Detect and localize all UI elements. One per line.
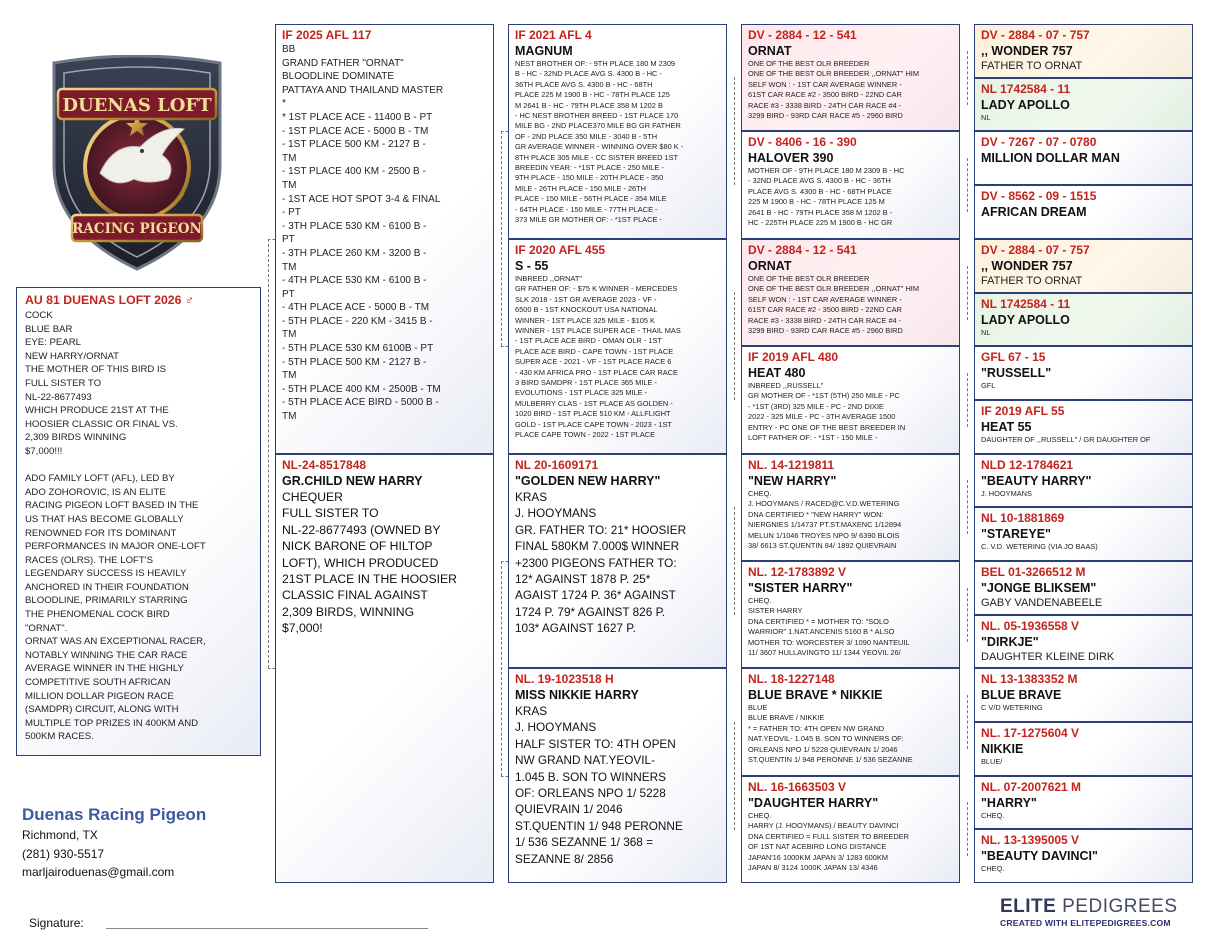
gen4-id: NL. 07-2007621 M [981, 780, 1082, 794]
gen3-id: DV - 2884 - 12 - 541 [748, 243, 857, 257]
connector-gen3 [967, 695, 968, 749]
subject-ring-number: AU 81 DUENAS LOFT 2026 [25, 293, 182, 307]
connector-gen3 [967, 588, 968, 642]
gen2-name: S - 55 [515, 259, 549, 273]
gen4-id: IF 2019 AFL 55 [981, 404, 1065, 418]
gen2-id: IF 2021 AFL 4 [515, 28, 592, 42]
gen3-description: CHEQ. SISTER HARRY DNA CERTIFIED * = MOTHER TO: "SOLO WARRIOR" 1.NAT.ANCENIS 5160 B * ALSO MOTHER TO: WORCESTER 3/ 1090 NANTEUIL 11/ 3607 HULLAVINGTO 11/ 1344 YEOVIL 26/ [748, 596, 910, 658]
gen3-description: MOTHER OF - 9TH PLACE 180 M 2309 B - HC - 32ND PLACE AVG S. 4300 B - HC - 36TH PLACE AVG S. 4300 B - HC - 68TH PLACE 225 M 1900 B - HC - 78TH PLACE 125 M 2641 B - HC - 79TH PLACE 358 M 1202 B - HC - 225TH PLACE 225 M 1900 B - HC GR [748, 166, 905, 228]
gen4-card-4 [974, 185, 1193, 239]
breeder-contact [22, 804, 262, 882]
gen4-id: NLD 12-1784621 [981, 458, 1074, 472]
gen4-name: "DIRKJE" [981, 635, 1039, 649]
connector-subject [268, 239, 269, 668]
gen4-card-12 [974, 615, 1193, 668]
dam-description: CHEQUER FULL SISTER TO NL-22-8677493 (OWNED BY NICK BARONE OF HILTOP LOFT), WHICH PRODUCED 21ST PLACE IN THE HOOSIER CLASSIC FINAL AGAINST 2,309 BIRDS, WINNING $7,000! [282, 490, 457, 636]
gen4-card-2 [974, 78, 1193, 131]
gen2-id: IF 2020 AFL 455 [515, 243, 606, 257]
gen3-description: ONE OF THE BEST OLR BREEDER ONE OF THE BEST OLR BREEDER ,,ORNAT" HIM SELF WON : - 1ST CAR AVERAGE WINNER - 61ST CAR RACE #2 - 3500 BIRD - 22ND CAR RACE #3 - 3338 BIRD - 24TH CAR RACE #4 - 3299 BIRD - 93RD CAR RACE #5 - 2960 BIRD [748, 59, 919, 121]
gen2-description: INBREED ,,ORNAT" GR FATHER OF: - $75 K WINNER - MERCEDES SLK 2018 - 1ST GR AVERAGE 2023 - VF - 6500 B - 1ST KNOCKOUT USA NATIONAL WINNER - 1ST PLACE 325 MILE - $105 K WINNER - 1ST PLACE SUPER ACE - THAIL MAS - 1ST PLACE ACE BIRD - OMAN OLR - 1ST PLACE ACE BIRD - CAPE TOWN - 1ST PLACE SUPER ACE - 2021 - VF - 1ST PLACE RACE 6 - 430 KM AFRICA PRO - 1ST PLACE CAR RACE 3 BIRD SAMDPR - 1ST PLACE 365 MILE - EVOLUTIONS - 1ST PLACE 325 MILE - MULBERRY CLAS - 1ST PLACE AS GOLDEN - 1020 BIRD - 1ST PLACE 510 KM - ALLFLIGHT GOLD - 1ST PLACE CAPE TOWN - 2023 - 1ST PLACE CAPE TOWN - 2022 - 1ST PLACE [515, 274, 681, 440]
gen3-description: INBREED ,,RUSSELL" GR MOTHER OF - *1ST (5TH) 250 MILE - PC - *1ST (3RD) 325 MILE - PC - 2ND DIXIE 2022 - 325 MILE - PC - 3TH AVERAGE 1500 ENTRY - PC ONE OF THE BEST BREEDER IN LOFT FATHER OF: - *1ST - 150 MILE - [748, 381, 906, 443]
gen4-note: DAUGHTER KLEINE DIRK [981, 651, 1115, 663]
gen4-card-10 [974, 507, 1193, 561]
connector-gen3 [967, 158, 968, 212]
connector-gen3 [967, 51, 968, 105]
gen3-id: NL. 14-1219811 [748, 458, 835, 472]
gen2-description: KRAS J. HOOYMANS GR. FATHER TO: 21* HOOSIER FINAL 580KM 7.000$ WINNER +2300 PIGEONS FATHER TO: 12* AGAINST 1878 P. 25* AGAIST 1724 P. 36* AGAINST 1724 P. 79* AGAINST 826 P. 103* AGAINST 1627 P. [515, 490, 687, 636]
gen4-id: DV - 8562 - 09 - 1515 [981, 189, 1097, 203]
gen4-note: NL [981, 328, 991, 337]
elite-pedigrees-brand [1000, 896, 1200, 928]
gen4-card-1 [974, 24, 1193, 78]
gen4-card-16 [974, 829, 1193, 883]
gen4-card-6 [974, 293, 1193, 346]
gen4-id: GFL 67 - 15 [981, 350, 1046, 364]
gen4-card-14 [974, 722, 1193, 776]
gen3-name: BLUE BRAVE * NIKKIE [748, 688, 883, 702]
gen3-card-4 [741, 346, 960, 454]
gen4-card-15 [974, 776, 1193, 829]
gen2-description: KRAS J. HOOYMANS HALF SISTER TO: 4TH OPEN NW GRAND NAT.YEOVIL- 1.045 B. SON TO WINNERS OF: ORLEANS NPO 1/ 5228 QUIEVRAIN 1/ 2046 ST.QUENTIN 1/ 948 PERONNE 1/ 536 SEZANNE 1/ 368 = SEZANNE 8/ 2856 [515, 704, 683, 866]
gen4-name: MILLION DOLLAR MAN [981, 151, 1120, 165]
gen3-card-5 [741, 454, 960, 561]
signature-line [106, 928, 428, 929]
connector-tick [501, 776, 508, 777]
gen4-note: C V/D WETERING [981, 703, 1043, 712]
gen4-id: NL. 05-1936558 V [981, 619, 1080, 633]
gen3-id: DV - 2884 - 12 - 541 [748, 28, 857, 42]
gen4-name: "STAREYE" [981, 527, 1051, 541]
gen4-card-5 [974, 239, 1193, 293]
gen3-card-7 [741, 668, 960, 776]
gen4-name: LADY APOLLO [981, 98, 1070, 112]
connector-tick [501, 346, 508, 347]
gen3-id: IF 2019 AFL 480 [748, 350, 839, 364]
subject-description: COCK BLUE BAR EYE: PEARL NEW HARRY/ORNAT THE MOTHER OF THIS BIRD IS FULL SISTER TO NL-22-8677493 WHICH PRODUCE 21ST AT THE HOOSIER CLASSIC OR FINAL VS. 2,309 BIRDS WINNING $7,000!!! ADO FAMILY LOFT (AFL), LED BY ADO ZOHOROVIC, IS AN ELITE RACING PIGEON LOFT BASED IN THE US THAT HAS BECOME GLOBALLY RENOWNED FOR ITS DOMINANT PERFORMANCES IN MAJOR ONE-LOFT RACES (OLRS). THE LOFT'S LEGENDARY SUCCESS IS HEAVILY ANCHORED IN THEIR FOUNDATION BLOODLINE, PRIMARILY STARRING THE PHENOMENAL COCK BIRD "ORNAT". ORNAT WAS AN EXCEPTIONAL RACER, NOTABLY WINNING THE CAR RACE AVERAGE WINNER IN THE HIGHLY COMPETITIVE SOUTH AFRICAN MILLION DOLLAR PIGEON RACE (SAMDPR) CIRCUIT, ALONG WITH MULTIPLE TOP PRIZES IN 400KM AND 500KM RACES. [25, 310, 206, 743]
dam-card [275, 454, 494, 883]
gen2-id: NL. 19-1023518 H [515, 672, 614, 686]
connector-gen3 [967, 266, 968, 320]
subject-card [16, 287, 261, 756]
gen4-card-9 [974, 454, 1193, 507]
gen4-id: NL 1742584 - 11 [981, 82, 1071, 96]
male-symbol-icon: ♂ [184, 293, 195, 307]
gen2-card-4 [508, 668, 727, 883]
gen4-card-3 [974, 131, 1193, 185]
gen4-name: "BEAUTY HARRY" [981, 474, 1092, 488]
gen4-id: NL. 17-1275604 V [981, 726, 1080, 740]
gen2-id: NL 20-1609171 [515, 458, 599, 472]
gen4-name: ,, WONDER 757 [981, 44, 1073, 58]
gen4-note: FATHER TO ORNAT [981, 275, 1083, 287]
signature-label: Signature: [29, 916, 84, 930]
loft-logo [44, 55, 230, 273]
brand-word-pedigrees: PEDIGREES [1062, 896, 1178, 917]
sire-description: BB GRAND FATHER "ORNAT" BLOODLINE DOMINATE PATTAYA AND THAILAND MASTER * * 1ST PLACE ACE - 11400 B - PT - 1ST PLACE ACE - 5000 B - TM - 1ST PLACE 500 KM - 2127 B - TM - 1ST PLACE 400 KM - 2500 B - TM - 1ST ACE HOT SPOT 3-4 & FINAL - PT - 3TH PLACE 530 KM - 6100 B - PT - 3TH PLACE 260 KM - 3200 B - TM - 4TH PLACE 530 KM - 6100 B - PT - 4TH PLACE ACE - 5000 B - TM - 5TH PLACE - 220 KM - 3415 B - TM - 5TH PLACE 530 KM 6100B - PT - 5TH PLACE 500 KM - 2127 B - TM - 5TH PLACE 400 KM - 2500B - TM - 5TH PLACE ACE BIRD - 5000 B - TM [282, 44, 444, 423]
gen4-note: J. HOOYMANS [981, 489, 1032, 498]
gen3-id: NL. 16-1663503 V [748, 780, 847, 794]
gen4-note: DAUGHTER OF ,,RUSSELL" / GR DAUGHTER OF [981, 435, 1151, 444]
gen3-name: "NEW HARRY" [748, 474, 837, 488]
connector-tick [268, 239, 275, 240]
gen4-id: DV - 2884 - 07 - 757 [981, 28, 1090, 42]
gen4-note: CHEQ. [981, 864, 1005, 873]
gen3-name: "SISTER HARRY" [748, 581, 853, 595]
gen4-name: BLUE BRAVE [981, 688, 1062, 702]
connector-dam [501, 561, 502, 776]
dam-name: GR.CHILD NEW HARRY [282, 474, 423, 488]
breeder-city: Richmond, TX [22, 828, 98, 842]
gen3-description: BLUE BLUE BRAVE / NIKKIE * = FATHER TO: 4TH OPEN NW GRAND NAT.YEOVIL- 1.045 B. SON TO WINNERS OF: ORLEANS NPO 1/ 5228 QUIEVRAIN 1/ 2046 ST.QUENTIN 1/ 948 PERONNE 1/ 536 SEZANNE [748, 703, 913, 765]
gen4-note: CHEQ. [981, 811, 1005, 820]
gen4-note: NL [981, 113, 991, 122]
connector-gen2 [734, 292, 735, 400]
subject-id [25, 292, 252, 309]
gen2-card-3 [508, 454, 727, 668]
gen4-card-8 [974, 400, 1193, 454]
connector-gen3 [967, 802, 968, 856]
gen2-card-2 [508, 239, 727, 454]
gen3-id: DV - 8406 - 16 - 390 [748, 135, 857, 149]
gen3-card-3 [741, 239, 960, 346]
connector-gen3 [967, 480, 968, 534]
gen3-name: ORNAT [748, 259, 792, 273]
gen4-name: AFRICAN DREAM [981, 205, 1087, 219]
gen3-description: ONE OF THE BEST OLR BREEDER ONE OF THE BEST OLR BREEDER ,,ORNAT" HIM SELF WON : - 1ST CAR AVERAGE WINNER - 61ST CAR RACE #2 - 3500 BIRD - 22ND CAR RACE #3 - 3338 BIRD - 24TH CAR RACE #4 - 3299 BIRD - 93RD CAR RACE #5 - 2960 BIRD [748, 274, 919, 336]
gen4-name: ,, WONDER 757 [981, 259, 1073, 273]
connector-sire [501, 131, 502, 346]
breeder-name: Duenas Racing Pigeon [22, 805, 207, 824]
gen4-id: DV - 2884 - 07 - 757 [981, 243, 1090, 257]
gen4-name: "HARRY" [981, 796, 1037, 810]
brand-word-elite: ELITE [1000, 896, 1057, 917]
gen3-name: HEAT 480 [748, 366, 806, 380]
gen4-card-11 [974, 561, 1193, 615]
gen4-id: DV - 7267 - 07 - 0780 [981, 135, 1097, 149]
gen3-description: CHEQ. J. HOOYMANS / RACED@C.V.D.WETERING DNA CERTIFIED * "NEW HARRY" WON: NIERGNIES 1/14737 PT.ST.MAXENC 1/12894 MELUN 1/1046 TROYES NPO 9/ 6390 BLOIS 38/ 6613 ST.QUENTIN 84/ 1892 QUIEVRAIN [748, 489, 902, 551]
logo-bottom-text: RACING PIGEON [72, 221, 202, 237]
gen4-note: GABY VANDENABEELE [981, 597, 1103, 609]
gen3-name: ORNAT [748, 44, 792, 58]
breeder-email: marljairoduenas@gmail.com [22, 865, 175, 879]
gen4-name: "JONGE BLIKSEM" [981, 581, 1097, 595]
dam-id: NL-24-8517848 [282, 458, 367, 472]
gen2-name: MISS NIKKIE HARRY [515, 688, 639, 702]
gen4-name: NIKKIE [981, 742, 1024, 756]
gen4-id: NL. 13-1395005 V [981, 833, 1080, 847]
gen4-name: LADY APOLLO [981, 313, 1070, 327]
gen4-id: NL 13-1383352 M [981, 672, 1078, 686]
gen4-card-13 [974, 668, 1193, 722]
gen4-note: GFL [981, 381, 996, 390]
gen3-card-2 [741, 131, 960, 239]
breeder-phone: (281) 930-5517 [22, 846, 105, 861]
sire-card [275, 24, 494, 454]
gen3-card-1 [741, 24, 960, 131]
gen4-id: NL 10-1881869 [981, 511, 1065, 525]
connector-tick [501, 561, 508, 562]
gen4-id: BEL 01-3266512 M [981, 565, 1086, 579]
connector-gen3 [967, 373, 968, 427]
gen4-name: "BEAUTY DAVINCI" [981, 849, 1098, 863]
brand-logo-text [1000, 896, 1200, 918]
gen4-name: HEAT 55 [981, 420, 1032, 434]
gen4-note: C. V.D. WETERING (VIA JO BAAS) [981, 542, 1098, 551]
connector-gen2 [734, 77, 735, 185]
connector-gen2 [734, 507, 735, 615]
shield-logo-icon [44, 55, 230, 273]
gen4-id: NL 1742584 - 11 [981, 297, 1071, 311]
connector-tick [268, 668, 275, 669]
gen3-card-6 [741, 561, 960, 668]
gen3-description: CHEQ. HARRY (J. HOOYMANS) / BEAUTY DAVINCI DNA CERTIFIED = FULL SISTER TO BREEDER OF 1ST NAT ACEBIRD LONG DISTANCE JAPAN'16 1000KM JAPAN 3/ 1283 600KM JAPAN 8/ 3124 1000K JAPAN 13/ 4346 [748, 811, 909, 873]
gen4-name: "RUSSELL" [981, 366, 1052, 380]
gen4-note: BLUE/ [981, 757, 1003, 766]
gen4-note: FATHER TO ORNAT [981, 60, 1083, 72]
gen3-card-8 [741, 776, 960, 883]
gen2-card-1 [508, 24, 727, 239]
gen2-description: NEST BROTHER OF: - 9TH PLACE 180 M 2309 B - HC - 32ND PLACE AVG S. 4300 B - HC - 36TH PLACE AVG S. 4300 B - HC - 68TH PLACE 225 M 1900 B - HC - 78TH PLACE 125 M 2641 B - HC - 79TH PLACE 358 M 1202 B - HC NEST BROTHER BREED - 1ST PLACE 170 MILE BG - 2ND PLACE370 MILE BG GR FATHER OF - 2ND PLACE 350 MILE - 3040 B - 5TH GR AVERAGE WINNER - WINNING OVER $80 K - 8TH PLACE 305 MILE - CC SISTER BREED 1ST BREEDIN YEAR: - *1ST PLACE - 250 MILE - 9TH PLACE - 150 MILE - 20TH PLACE - 350 MILE - 26TH PLACE - 150 MILE - 26TH PLACE - 150 MILE - 56TH PLACE - 354 MILE - 64TH PLACE - 150 MILE - 77TH PLACE - 373 MILE GR MOTHER OF: - *1ST PLACE - [515, 59, 684, 225]
gen3-id: NL. 12-1783892 V [748, 565, 847, 579]
gen2-name: "GOLDEN NEW HARRY" [515, 474, 661, 488]
connector-tick [501, 131, 508, 132]
sire-id: IF 2025 AFL 117 [282, 28, 372, 42]
gen2-name: MAGNUM [515, 44, 573, 58]
connector-gen2 [734, 722, 735, 830]
gen3-id: NL. 18-1227148 [748, 672, 835, 686]
gen3-name: HALOVER 390 [748, 151, 834, 165]
gen3-name: "DAUGHTER HARRY" [748, 796, 879, 810]
gen4-card-7 [974, 346, 1193, 400]
brand-tagline: CREATED WITH ELITEPEDIGREES.COM [1000, 918, 1171, 928]
logo-top-text: DUENAS LOFT [62, 95, 212, 116]
